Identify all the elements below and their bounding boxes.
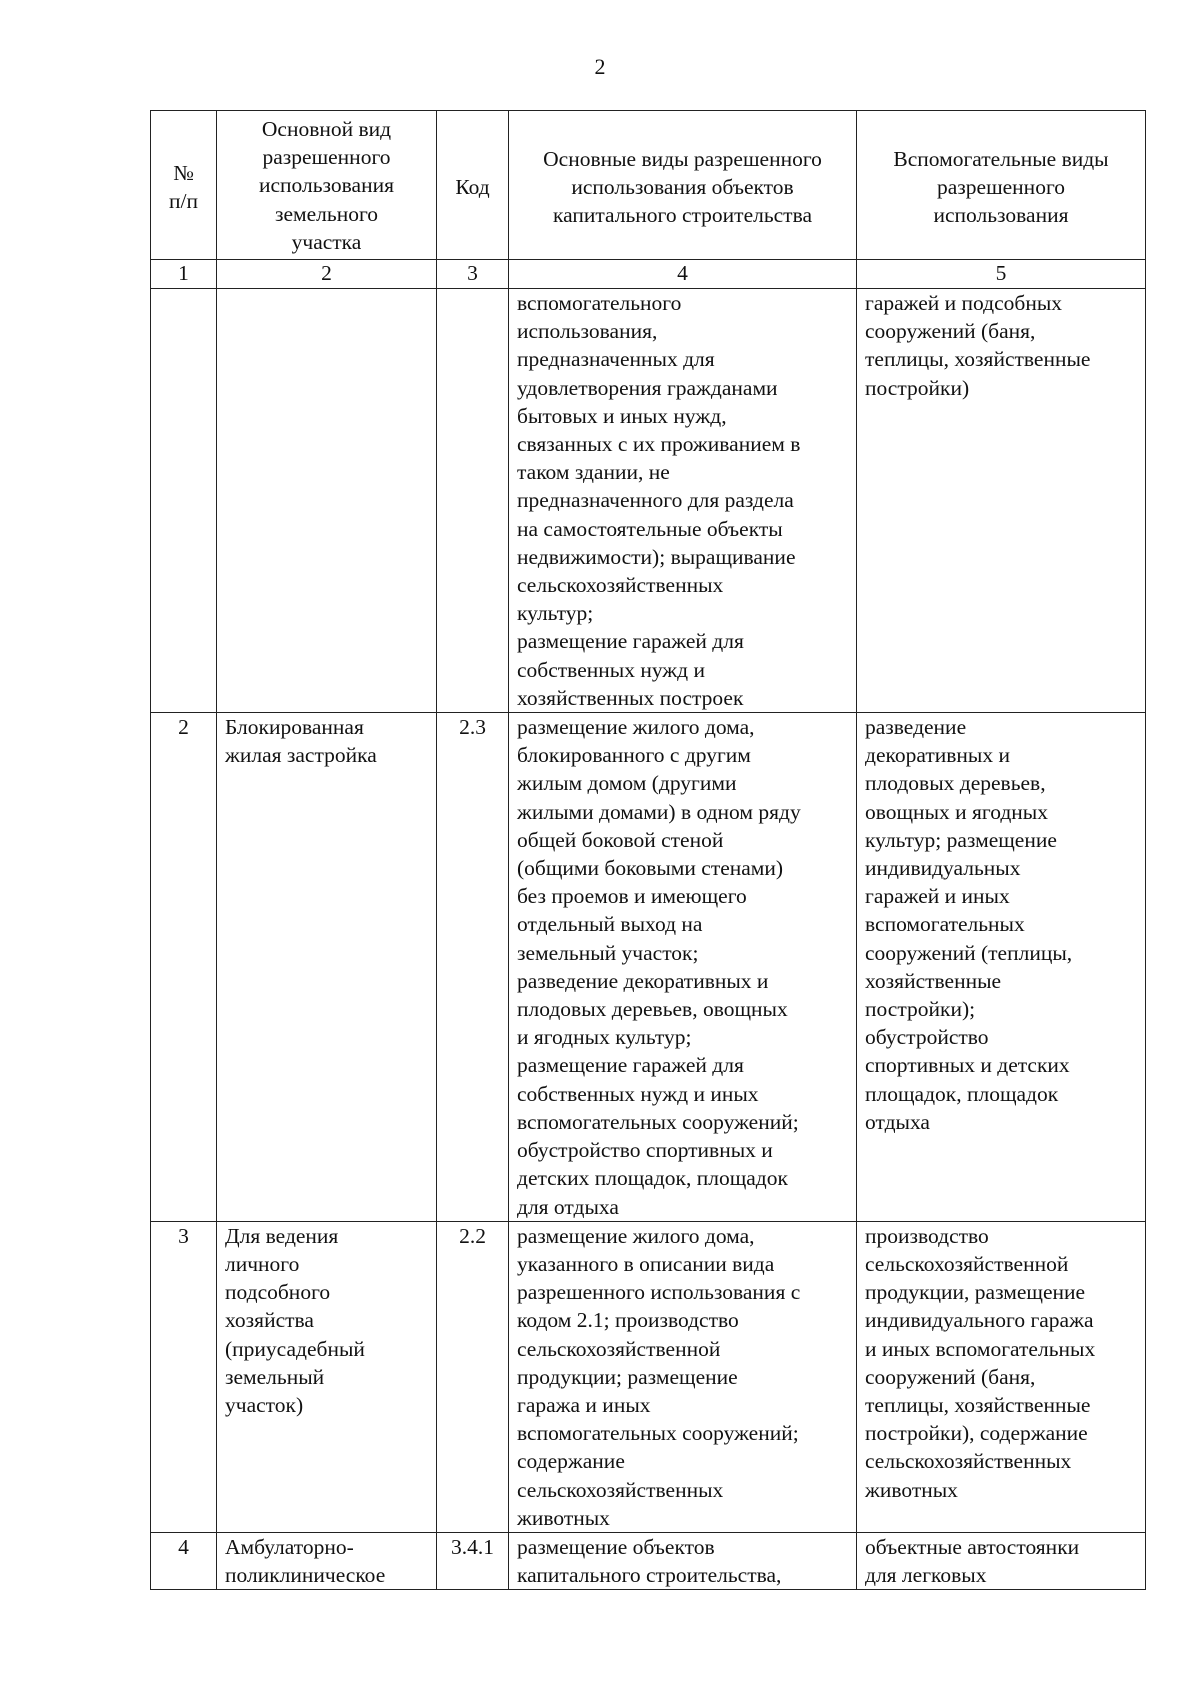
- text-line: земельный: [225, 1364, 325, 1389]
- text-line: разрешенного: [262, 145, 391, 170]
- code-cell: 2.3: [437, 713, 509, 1222]
- text-line: животных: [865, 1477, 958, 1502]
- text-line: жилая застройка: [225, 743, 377, 768]
- text-line: индивидуального гаража: [865, 1308, 1094, 1333]
- text-line: №: [173, 160, 194, 185]
- text-line: размещение жилого дома,: [517, 1223, 755, 1248]
- text-line: размещение гаражей для: [517, 1053, 744, 1078]
- text-line: собственных нужд и: [517, 657, 705, 682]
- text-line: недвижимости); выращивание: [517, 544, 796, 569]
- text-line: хозяйства: [225, 1308, 314, 1333]
- code-cell: 3.4.1: [437, 1532, 509, 1589]
- column-number-row: [151, 260, 1146, 289]
- text-line: использования,: [517, 319, 658, 344]
- text-line: указанного в описании вида: [517, 1251, 775, 1276]
- text-line: земельного: [274, 201, 378, 226]
- text-line: теплицы, хозяйственные: [865, 1392, 1091, 1417]
- table-row: [151, 1532, 1146, 1589]
- text-line: вспомогательных сооружений;: [517, 1421, 799, 1446]
- main-oks-cell: [509, 713, 857, 1222]
- aux-use-cell: [857, 289, 1146, 713]
- text-line: предназначенных для: [517, 347, 715, 372]
- text-line: Вспомогательные виды: [893, 146, 1109, 171]
- text-line: обустройство: [865, 1025, 989, 1050]
- text-line: животных: [517, 1505, 610, 1530]
- text-line: участка: [291, 229, 362, 254]
- table-row: [151, 289, 1146, 713]
- header-col-aux-use: [857, 111, 1146, 260]
- text-line: разрешенного: [937, 174, 1065, 199]
- row-number: [151, 289, 217, 713]
- text-line: (приусадебный: [225, 1336, 365, 1361]
- text-line: кодом 2.1; производство: [517, 1308, 739, 1333]
- text-line: гаража и иных: [517, 1392, 651, 1417]
- text-line: содержание: [517, 1449, 625, 1474]
- text-line: использования: [933, 203, 1069, 228]
- text-line: сельскохозяйственной: [865, 1251, 1069, 1276]
- text-line: хозяйственных построек: [517, 685, 744, 710]
- text-line: поликлиническое: [225, 1563, 386, 1588]
- text-line: постройки);: [865, 997, 976, 1022]
- text-line: гаражей и иных: [865, 884, 1010, 909]
- code-cell: [437, 289, 509, 713]
- text-line: Основные виды разрешенного: [543, 146, 822, 171]
- text-line: собственных нужд и иных: [517, 1081, 759, 1106]
- text-line: сельскохозяйственных: [517, 1477, 724, 1502]
- aux-use-cell: [857, 1532, 1146, 1589]
- text-line: сооружений (баня,: [865, 319, 1036, 344]
- text-line: теплицы, хозяйственные: [865, 347, 1091, 372]
- table-header-row: [151, 111, 1146, 260]
- text-line: Основной вид: [261, 117, 392, 141]
- main-oks-cell: [509, 289, 857, 713]
- text-line: капитального строительства: [552, 203, 812, 228]
- text-line: сельскохозяйственных: [865, 1449, 1072, 1474]
- text-line: обустройство спортивных и: [517, 1138, 773, 1163]
- text-line: Амбулаторно-: [225, 1534, 354, 1559]
- text-line: спортивных и детских: [865, 1053, 1070, 1078]
- text-line: размещение жилого дома,: [517, 715, 755, 740]
- text-line: связанных с их проживанием в: [517, 432, 801, 457]
- text-line: площадок, площадок: [865, 1081, 1059, 1106]
- page-number: 2: [594, 54, 606, 79]
- text-line: использования: [259, 173, 394, 198]
- text-line: сельскохозяйственных: [517, 573, 724, 598]
- text-line: без проемов и имеющего: [517, 884, 747, 909]
- main-use-cell: [217, 1532, 437, 1589]
- text-line: участок): [225, 1392, 304, 1417]
- text-line: Код: [455, 174, 490, 199]
- text-line: постройки): [865, 375, 970, 400]
- text-line: жилым домом (другими: [517, 771, 737, 796]
- text-line: вспомогательных: [865, 912, 1025, 937]
- main-oks-cell: [509, 1532, 857, 1589]
- text-line: производство: [865, 1223, 989, 1248]
- text-line: гаражей и подсобных: [865, 291, 1063, 315]
- text-line: для легковых: [865, 1563, 987, 1588]
- column-number: 2: [217, 260, 437, 289]
- text-line: сооружений (баня,: [865, 1364, 1036, 1389]
- text-line: сельскохозяйственной: [517, 1336, 721, 1361]
- text-line: жилыми домами) в одном ряду: [517, 799, 801, 824]
- text-line: плодовых деревьев, овощных: [517, 997, 788, 1022]
- text-line: (общими боковыми стенами): [517, 856, 784, 881]
- text-line: капитального строительства,: [517, 1563, 782, 1588]
- text-line: декоративных и: [865, 743, 1010, 768]
- text-line: продукции; размещение: [517, 1364, 738, 1389]
- text-line: вспомогательного: [517, 291, 682, 315]
- column-number: 5: [857, 260, 1146, 289]
- column-number: 3: [437, 260, 509, 289]
- text-line: и иных вспомогательных: [865, 1336, 1096, 1361]
- text-line: разведение: [865, 715, 967, 740]
- header-col-main-use: [217, 111, 437, 260]
- main-use-cell: [217, 713, 437, 1222]
- table-row: [151, 713, 1146, 1222]
- text-line: отдыха: [865, 1109, 930, 1134]
- main-oks-cell: [509, 1221, 857, 1532]
- text-line: подсобного: [225, 1280, 331, 1305]
- header-col-code: [437, 111, 509, 260]
- text-line: для отдыха: [517, 1194, 619, 1219]
- row-number: 3: [151, 1221, 217, 1532]
- text-line: хозяйственные: [865, 968, 1002, 993]
- text-line: общей боковой стеной: [517, 827, 724, 852]
- text-line: и ягодных культур;: [517, 1025, 692, 1050]
- table-row: [151, 1221, 1146, 1532]
- aux-use-cell: [857, 1221, 1146, 1532]
- header-col-number: [151, 111, 217, 260]
- column-number: 4: [509, 260, 857, 289]
- aux-use-cell: [857, 713, 1146, 1222]
- text-line: удовлетворения гражданами: [517, 375, 778, 400]
- text-line: Блокированная: [225, 715, 364, 740]
- text-line: размещение гаражей для: [517, 629, 744, 654]
- text-line: земельный участок;: [517, 940, 699, 965]
- column-number: 1: [151, 260, 217, 289]
- text-line: отдельный выход на: [517, 912, 703, 937]
- text-line: культур;: [517, 601, 594, 626]
- text-line: использования объектов: [571, 174, 794, 199]
- text-line: вспомогательных сооружений;: [517, 1109, 799, 1134]
- text-line: личного: [225, 1251, 300, 1276]
- text-line: разрешенного использования с: [517, 1280, 801, 1305]
- text-line: Для ведения: [225, 1223, 339, 1248]
- text-line: бытовых и иных нужд,: [517, 403, 727, 428]
- main-use-cell: [217, 1221, 437, 1532]
- row-number: 2: [151, 713, 217, 1222]
- text-line: на самостоятельные объекты: [517, 516, 783, 541]
- text-line: культур; размещение: [865, 827, 1057, 852]
- text-line: постройки), содержание: [865, 1421, 1088, 1446]
- text-line: размещение объектов: [517, 1534, 715, 1559]
- text-line: разведение декоративных и: [517, 968, 769, 993]
- header-col-main-oks-use: [509, 111, 857, 260]
- text-line: п/п: [169, 189, 198, 213]
- main-use-cell: [217, 289, 437, 713]
- text-line: блокированного с другим: [517, 743, 751, 768]
- text-line: индивидуальных: [865, 856, 1021, 881]
- text-line: плодовых деревьев,: [865, 771, 1046, 796]
- text-line: сооружений (теплицы,: [865, 940, 1073, 965]
- text-line: овощных и ягодных: [865, 799, 1048, 824]
- text-line: предназначенного для раздела: [517, 488, 794, 513]
- text-line: детских площадок, площадок: [517, 1166, 788, 1191]
- land-use-table: [150, 110, 1146, 1590]
- text-line: объектные автостоянки: [865, 1534, 1080, 1559]
- code-cell: 2.2: [437, 1221, 509, 1532]
- text-line: продукции, размещение: [865, 1280, 1086, 1305]
- text-line: таком здании, не: [517, 460, 670, 485]
- row-number: 4: [151, 1532, 217, 1589]
